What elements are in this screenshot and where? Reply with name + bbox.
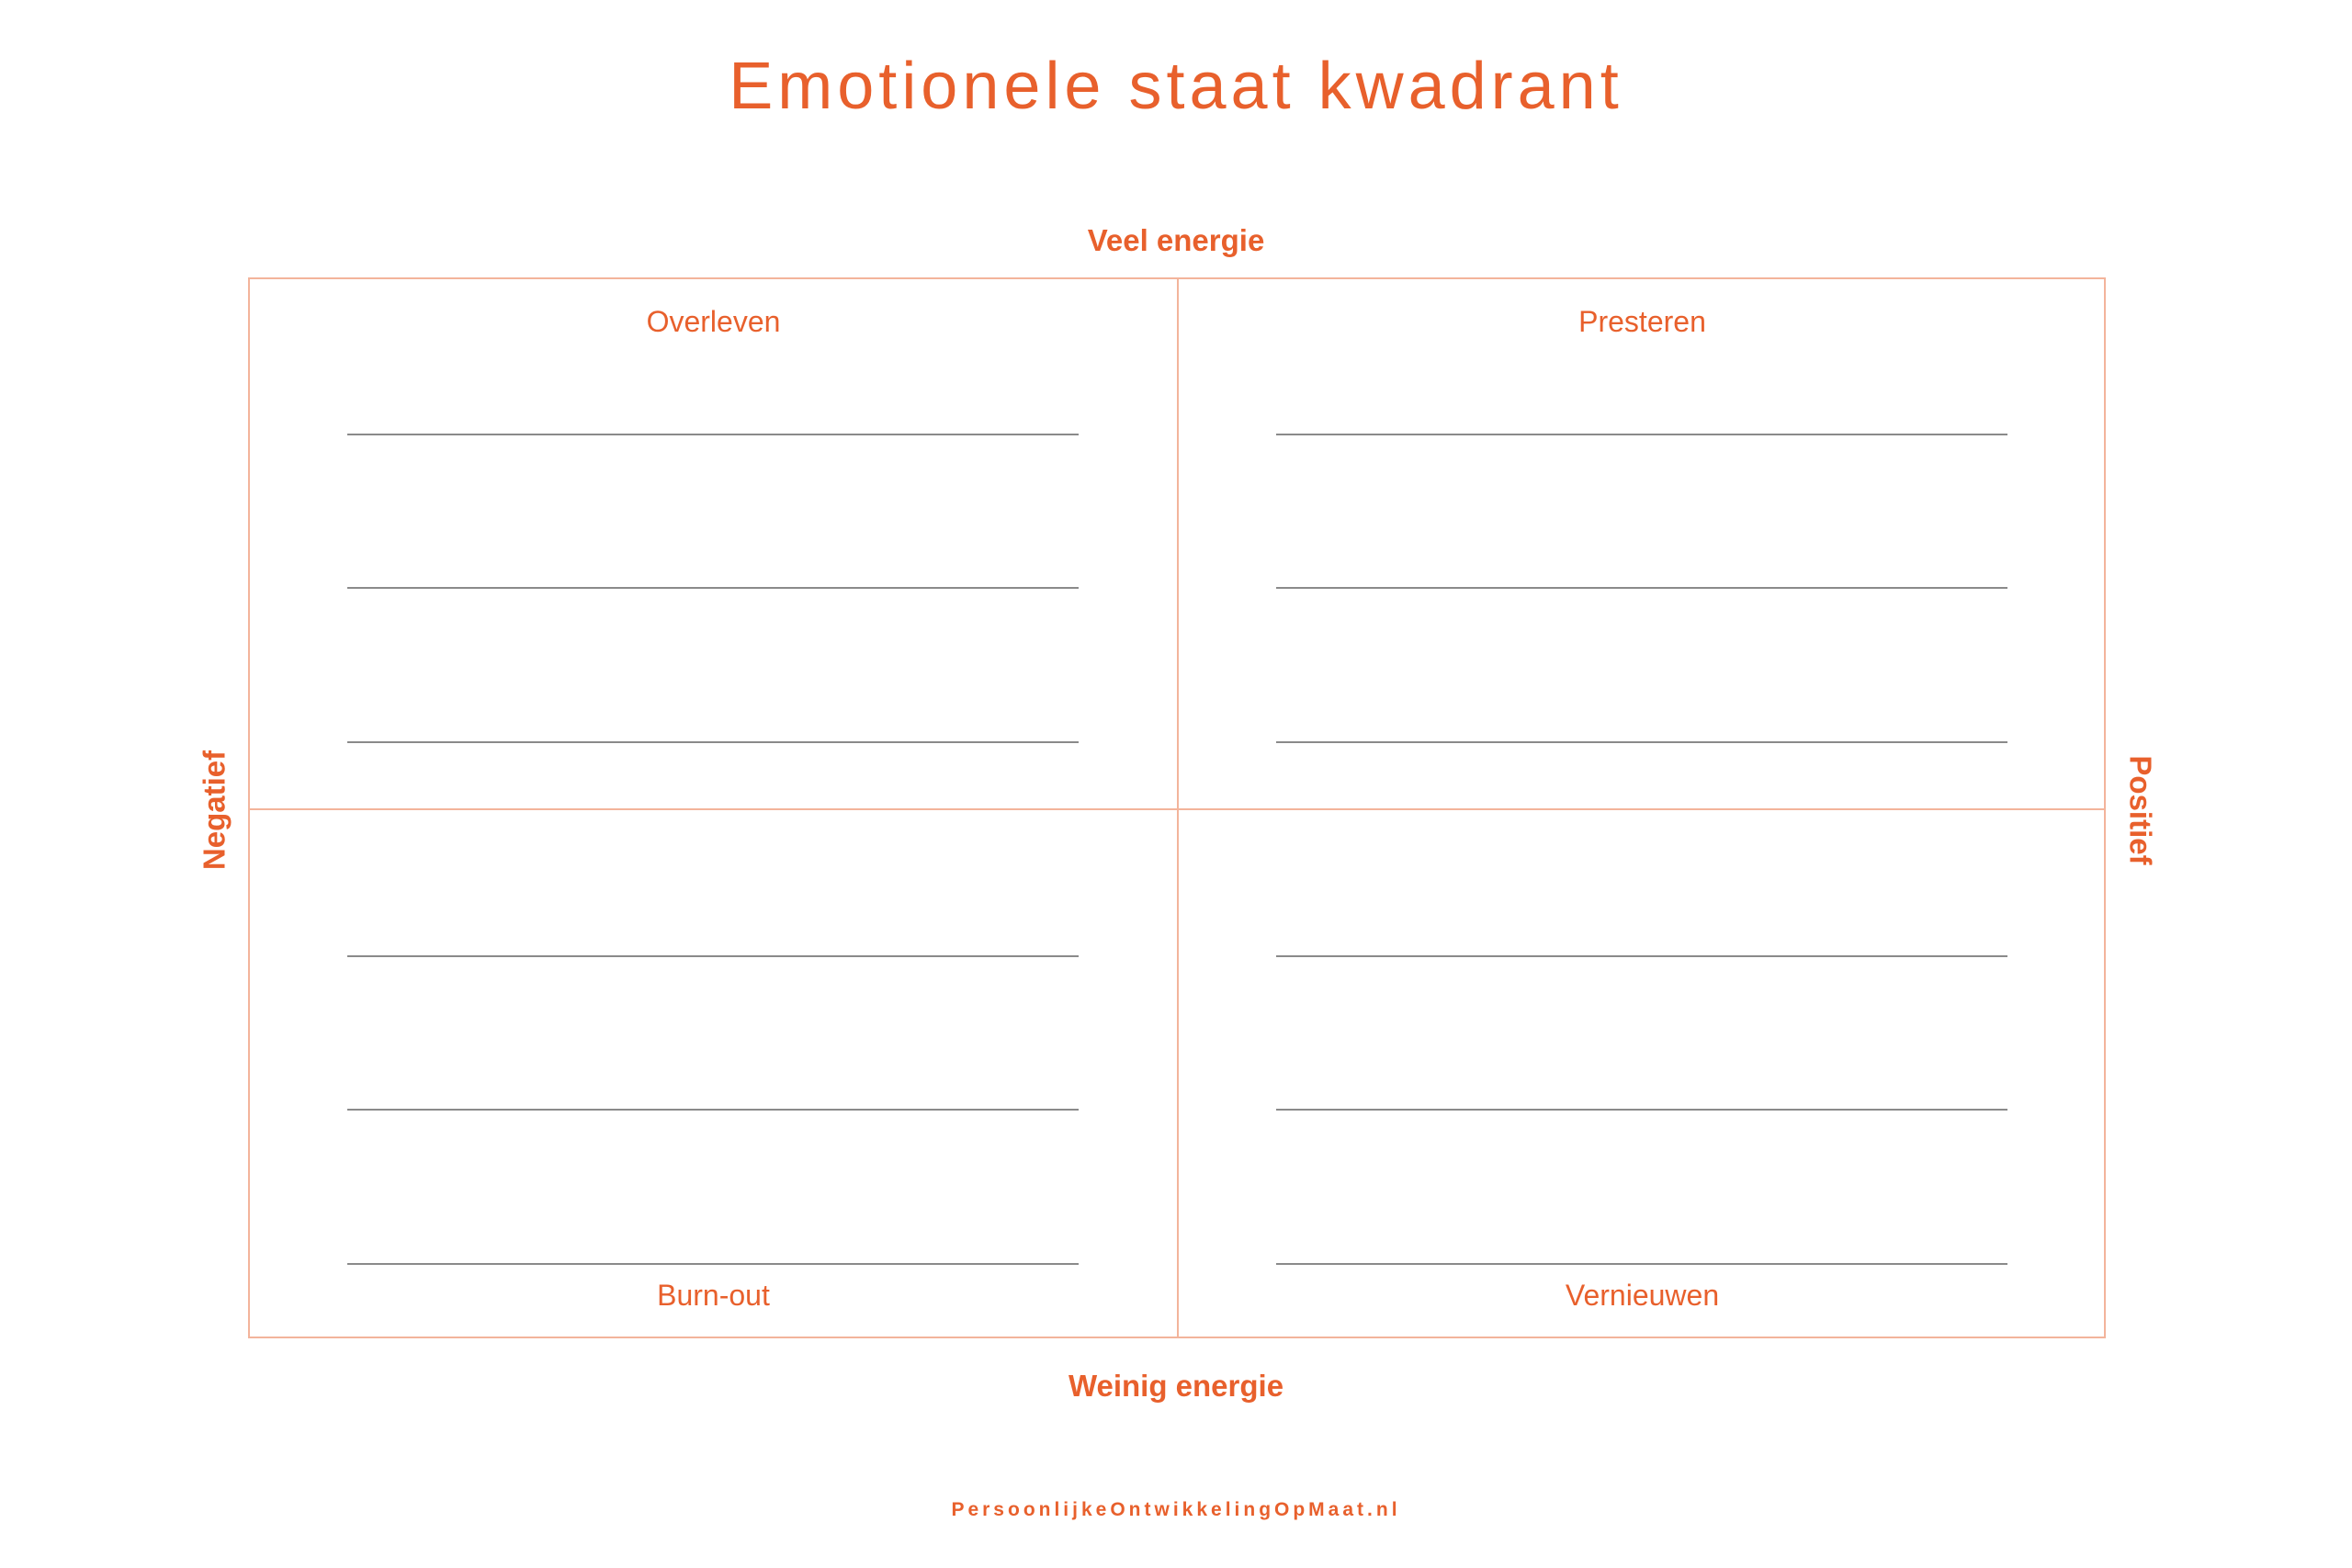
writing-line[interactable] [1276,1109,2007,1111]
quadrant-grid [248,277,2106,1338]
quadrant-overleven [250,279,1177,808]
page-title: Emotionele staat kwadrant [729,50,1623,123]
writing-line[interactable] [347,1263,1079,1265]
writing-line[interactable] [347,955,1079,957]
axis-label-negative: Negatief [197,750,232,871]
quadrant-label-presteren: Presteren [1578,305,1706,338]
writing-line[interactable] [1276,741,2007,743]
quadrant-label-vernieuwen: Vernieuwen [1565,1279,1720,1312]
quadrant-burn-out [250,810,1177,1339]
quadrant-label-burn-out: Burn-out [657,1279,770,1312]
quadrant-vernieuwen [1179,810,2106,1339]
writing-line[interactable] [1276,1263,2007,1265]
quadrant-presteren [1179,279,2106,808]
footer-website[interactable]: PersoonlijkeOntwikkelingOpMaat.nl [951,1499,1401,1520]
writing-line[interactable] [1276,434,2007,435]
axis-label-positive: Positief [2123,755,2158,865]
axis-label-high-energy: Veel energie [1087,223,1265,257]
quadrant-label-overleven: Overleven [646,305,781,338]
axis-label-low-energy: Weinig energie [1068,1369,1284,1403]
writing-line[interactable] [1276,955,2007,957]
writing-line[interactable] [347,1109,1079,1111]
writing-line[interactable] [347,587,1079,589]
writing-line[interactable] [1276,587,2007,589]
writing-line[interactable] [347,434,1079,435]
writing-line[interactable] [347,741,1079,743]
